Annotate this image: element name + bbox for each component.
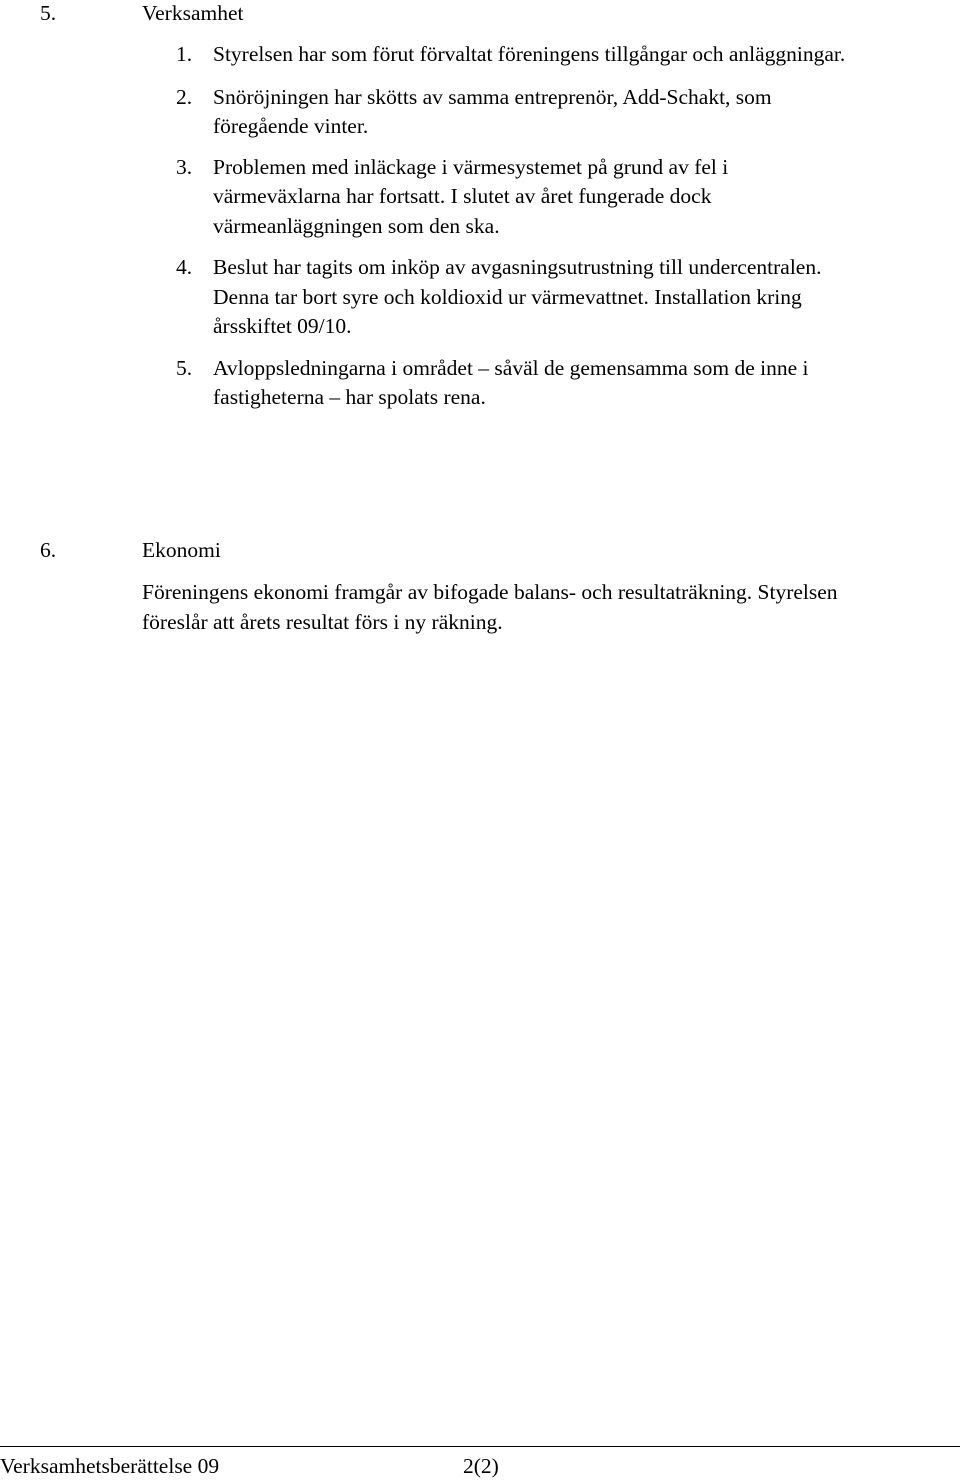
item-5-line-2: fastigheterna – har spolats rena.: [213, 385, 486, 409]
footer-document-name: Verksamhetsberättelse 09: [0, 1454, 220, 1478]
item-4-line-1: Beslut har tagits om inköp av avgasningsutrustning till undercentralen.: [213, 255, 822, 279]
footer-page-number: 2(2): [463, 1454, 499, 1478]
item-4-line-2: Denna tar bort syre och koldioxid ur värmevattnet. Installation kring: [213, 285, 802, 309]
item-2-line-1: Snöröjningen har skötts av samma entreprenör, Add-Schakt, som: [213, 85, 772, 109]
item-2-line-2: föregående vinter.: [213, 114, 369, 138]
section-6-line-1: Föreningens ekonomi framgår av bifogade balans- och resultaträkning. Styrelsen: [142, 580, 838, 604]
section-6-number: 6.: [40, 538, 57, 562]
item-3-line-2: värmeväxlarna har fortsatt. I slutet av året fungerade dock: [213, 184, 712, 208]
item-1-line-1: Styrelsen har som förut förvaltat föreningens tillgångar och anläggningar.: [213, 42, 846, 66]
item-4-number: 4.: [176, 255, 193, 279]
item-5-number: 5.: [176, 356, 193, 380]
item-1-number: 1.: [176, 42, 193, 66]
item-3-number: 3.: [176, 155, 193, 179]
item-5-line-1: Avloppsledningarna i området – såväl de gemensamma som de inne i: [213, 356, 809, 380]
section-6-title: Ekonomi: [142, 538, 221, 562]
item-3-line-3: värmeanläggningen som den ska.: [213, 214, 500, 238]
item-2-number: 2.: [176, 85, 193, 109]
section-6-line-2: föreslår att årets resultat förs i ny räkning.: [142, 610, 503, 634]
section-5-title: Verksamhet: [142, 1, 244, 25]
item-3-line-1: Problemen med inläckage i värmesystemet på grund av fel i: [213, 155, 729, 179]
item-4-line-3: årsskiftet 09/10.: [213, 314, 352, 338]
footer-rule: [0, 1446, 960, 1447]
section-5-number: 5.: [40, 1, 57, 25]
